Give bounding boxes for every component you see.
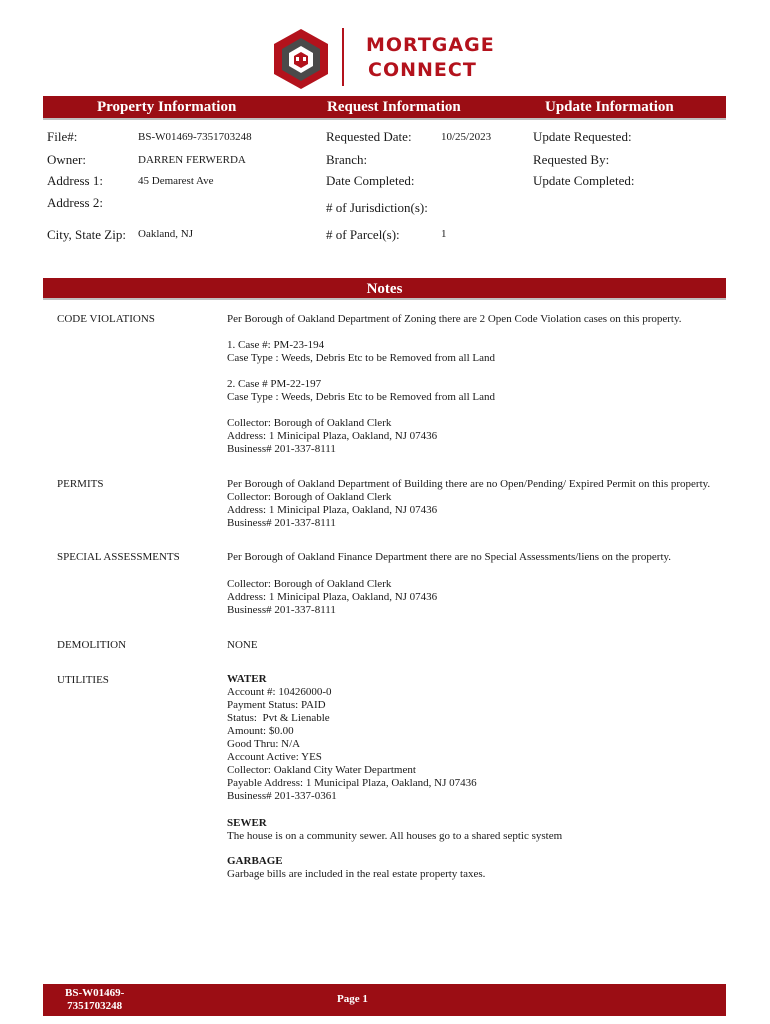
- owner-label: Owner:: [47, 152, 86, 167]
- footer-file-id-line-2: 7351703248: [67, 1000, 123, 1012]
- address1-label: Address 1:: [47, 173, 103, 188]
- page-number: Page 1: [337, 993, 368, 1005]
- code-violations-collector: Collector: Borough of Oakland Clerk Address: 1 Minicipal Plaza, Oakland, NJ 07436 Business# 201-337-8111: [227, 417, 438, 455]
- special-assessments-collector: Collector: Borough of Oakland Clerk Address: 1 Minicipal Plaza, Oakland, NJ 07436 Business# 201-337-8111: [227, 578, 438, 616]
- requested-by-label: Requested By:: [533, 152, 610, 167]
- special-assessments-summary: Per Borough of Oakland Finance Department there are no Special Assessments/liens on the property.: [227, 551, 672, 563]
- update-info-heading: Update Information: [545, 99, 674, 115]
- file-label: File#:: [47, 129, 78, 144]
- date-completed-label: Date Completed:: [326, 173, 415, 188]
- requested-date-value: 10/25/2023: [441, 131, 492, 143]
- request-info-heading: Request Information: [327, 99, 461, 115]
- logo-divider: [342, 28, 344, 86]
- address2-label: Address 2:: [47, 195, 103, 210]
- water-details: Account #: 10426000-0 Payment Status: PAID Status: Pvt & Lienable Amount: $0.00 Good Thru: N/A Account Active: YES Collector: Oakland City Water Department Payable Address: 1 Municipal Plaza, Oakland, NJ 07436 Business# 201-337-0361: [227, 686, 477, 802]
- property-info-heading: Property Information: [97, 99, 237, 115]
- permits-text: Per Borough of Oakland Department of Building there are no Open/Pending/ Expired Permit on this property. Collector: Borough of Oakland Clerk Address: 1 Minicipal Plaza, Oakland, NJ 07436 Business# 201-337-8111: [227, 478, 711, 529]
- footer-file-id-line-1: BS-W01469-: [65, 987, 125, 999]
- city-state-zip-label: City, State Zip:: [47, 227, 126, 242]
- code-violations-summary: Per Borough of Oakland Department of Zoning there are 2 Open Code Violation cases on this property.: [227, 313, 682, 325]
- parcels-value: 1: [441, 228, 447, 240]
- file-value: BS-W01469-7351703248: [138, 131, 252, 143]
- footer-file-id: [65, 987, 124, 1013]
- logo-line-1: MORTGAGE: [366, 34, 495, 56]
- update-requested-label: Update Requested:: [533, 129, 632, 144]
- sewer-details: The house is on a community sewer. All houses go to a shared septic system: [227, 830, 563, 842]
- branch-label: Branch:: [326, 152, 368, 167]
- info-header-bar: [43, 96, 726, 120]
- address1-value: 45 Demarest Ave: [138, 175, 214, 187]
- code-violation-case-1: 1. Case #: PM-23-194 Case Type : Weeds, Debris Etc to be Removed from all Land: [227, 339, 495, 364]
- garbage-details: Garbage bills are included in the real estate property taxes.: [227, 868, 486, 880]
- garbage-heading: GARBAGE: [227, 855, 283, 867]
- jurisdictions-label: # of Jurisdiction(s):: [326, 200, 428, 215]
- logo-wordmark: [366, 33, 495, 83]
- demolition-value: NONE: [227, 639, 258, 651]
- company-logo: [268, 26, 518, 92]
- logo-line-2: CONNECT: [368, 59, 477, 81]
- permits-label: PERMITS: [57, 478, 104, 490]
- requested-date-label: Requested Date:: [326, 129, 412, 144]
- code-violations-label: CODE VIOLATIONS: [57, 313, 155, 325]
- owner-value: DARREN FERWERDA: [138, 154, 246, 166]
- utilities-label: UTILITIES: [57, 674, 109, 686]
- logo-mark-icon: [268, 26, 334, 92]
- update-completed-label: Update Completed:: [533, 173, 635, 188]
- parcels-label: # of Parcel(s):: [326, 227, 400, 242]
- water-heading: WATER: [227, 673, 267, 685]
- notes-heading: Notes: [43, 278, 726, 300]
- special-assessments-label: SPECIAL ASSESSMENTS: [57, 551, 180, 563]
- city-state-zip-value: Oakland, NJ: [138, 228, 193, 240]
- demolition-label: DEMOLITION: [57, 639, 127, 651]
- page-footer: [43, 984, 726, 1016]
- sewer-heading: SEWER: [227, 817, 267, 829]
- code-violation-case-2: 2. Case # PM-22-197 Case Type : Weeds, Debris Etc to be Removed from all Land: [227, 378, 495, 403]
